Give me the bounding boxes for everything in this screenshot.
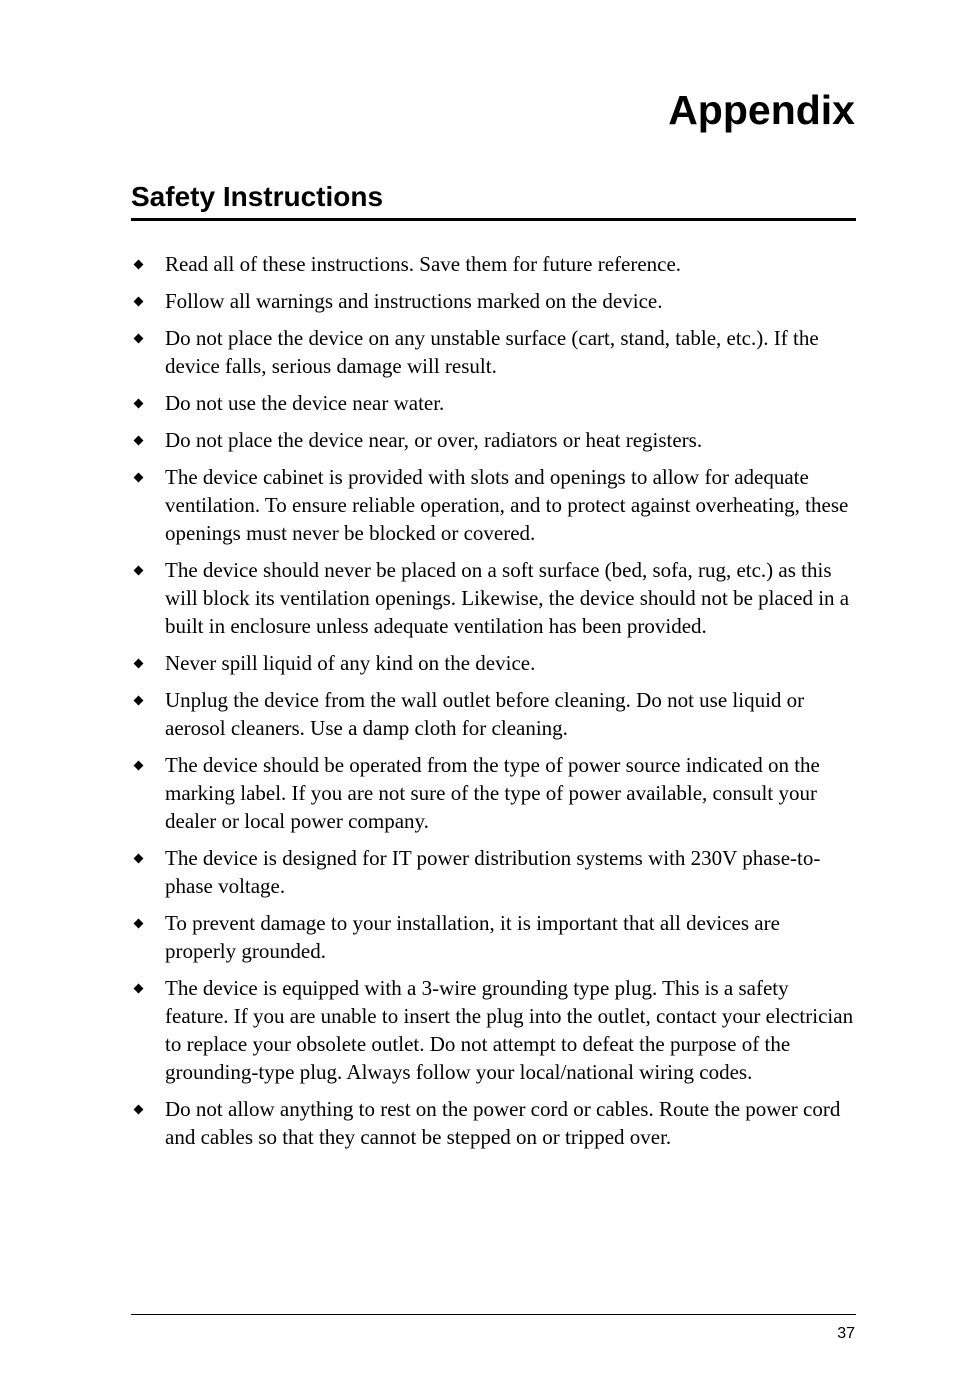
diamond-bullet-icon — [134, 436, 144, 446]
list-item — [131, 556, 856, 640]
list-item — [131, 909, 856, 965]
list-item-text: The device should never be placed on a soft surface (bed, sofa, rug, etc.) as this will block its ventilation openings. Likewise, the device should not be placed in a built in enclosure unless adequate ventilation has been provided. — [165, 558, 850, 638]
diamond-bullet-icon — [134, 761, 144, 771]
list-item-text: Do not use the device near water. — [165, 391, 445, 415]
list-item-text: Do not place the device near, or over, radiators or heat registers. — [165, 428, 703, 452]
list-item — [131, 463, 856, 547]
list-item — [131, 844, 856, 900]
list-item-text: The device cabinet is provided with slots and openings to allow for adequate ventilation. To ensure reliable operation, and to protect against overheating, these openings must never be blocked or covered. — [165, 465, 849, 545]
list-item-text: Follow all warnings and instructions marked on the device. — [165, 289, 663, 313]
list-item-text: Unplug the device from the wall outlet before cleaning. Do not use liquid or aerosol cleaners. Use a damp cloth for cleaning. — [165, 688, 805, 740]
list-item-text: The device is designed for IT power distribution systems with 230V phase-to-phase voltage. — [165, 846, 821, 898]
list-item-text: To prevent damage to your installation, it is important that all devices are properly grounded. — [165, 911, 780, 963]
list-item — [131, 287, 856, 315]
diamond-bullet-icon — [134, 473, 144, 483]
section-heading: Safety Instructions — [131, 181, 384, 212]
page-title: Appendix — [668, 87, 855, 133]
diamond-bullet-icon — [134, 659, 144, 669]
list-item-text: Do not allow anything to rest on the power cord or cables. Route the power cord and cables so that they cannot be stepped on or tripped over. — [165, 1097, 841, 1149]
diamond-bullet-icon — [134, 399, 144, 409]
list-item — [131, 389, 856, 417]
footer-divider — [131, 1314, 856, 1315]
diamond-bullet-icon — [134, 1105, 144, 1115]
list-item — [131, 324, 856, 380]
diamond-bullet-icon — [134, 919, 144, 929]
list-item — [131, 649, 856, 677]
list-item-text: Read all of these instructions. Save them for future reference. — [165, 252, 682, 276]
diamond-bullet-icon — [134, 854, 144, 864]
list-item-text: Never spill liquid of any kind on the device. — [165, 651, 536, 675]
list-item — [131, 426, 856, 454]
list-item — [131, 686, 856, 742]
diamond-bullet-icon — [134, 984, 144, 994]
list-item — [131, 250, 856, 278]
page-number: 37 — [837, 1325, 855, 1342]
list-item-text: The device should be operated from the type of power source indicated on the marking label. If you are not sure of the type of power available, consult your dealer or local power company. — [165, 753, 820, 833]
list-item-text: Do not place the device on any unstable surface (cart, stand, table, etc.). If the device falls, serious damage will result. — [165, 326, 819, 378]
diamond-bullet-icon — [134, 260, 144, 270]
section-divider — [131, 218, 856, 221]
diamond-bullet-icon — [134, 334, 144, 344]
diamond-bullet-icon — [134, 297, 144, 307]
list-item — [131, 751, 856, 835]
diamond-bullet-icon — [134, 696, 144, 706]
list-item — [131, 1095, 856, 1151]
list-item — [131, 974, 856, 1086]
list-item-text: The device is equipped with a 3-wire grounding type plug. This is a safety feature. If you are unable to insert the plug into the outlet, contact your electrician to replace your obsolete outlet. Do not attempt to defeat the purpose of the grounding-type plug. Always follow your local/national wiring codes. — [165, 976, 854, 1084]
diamond-bullet-icon — [134, 566, 144, 576]
safety-instructions-list — [131, 250, 856, 1160]
